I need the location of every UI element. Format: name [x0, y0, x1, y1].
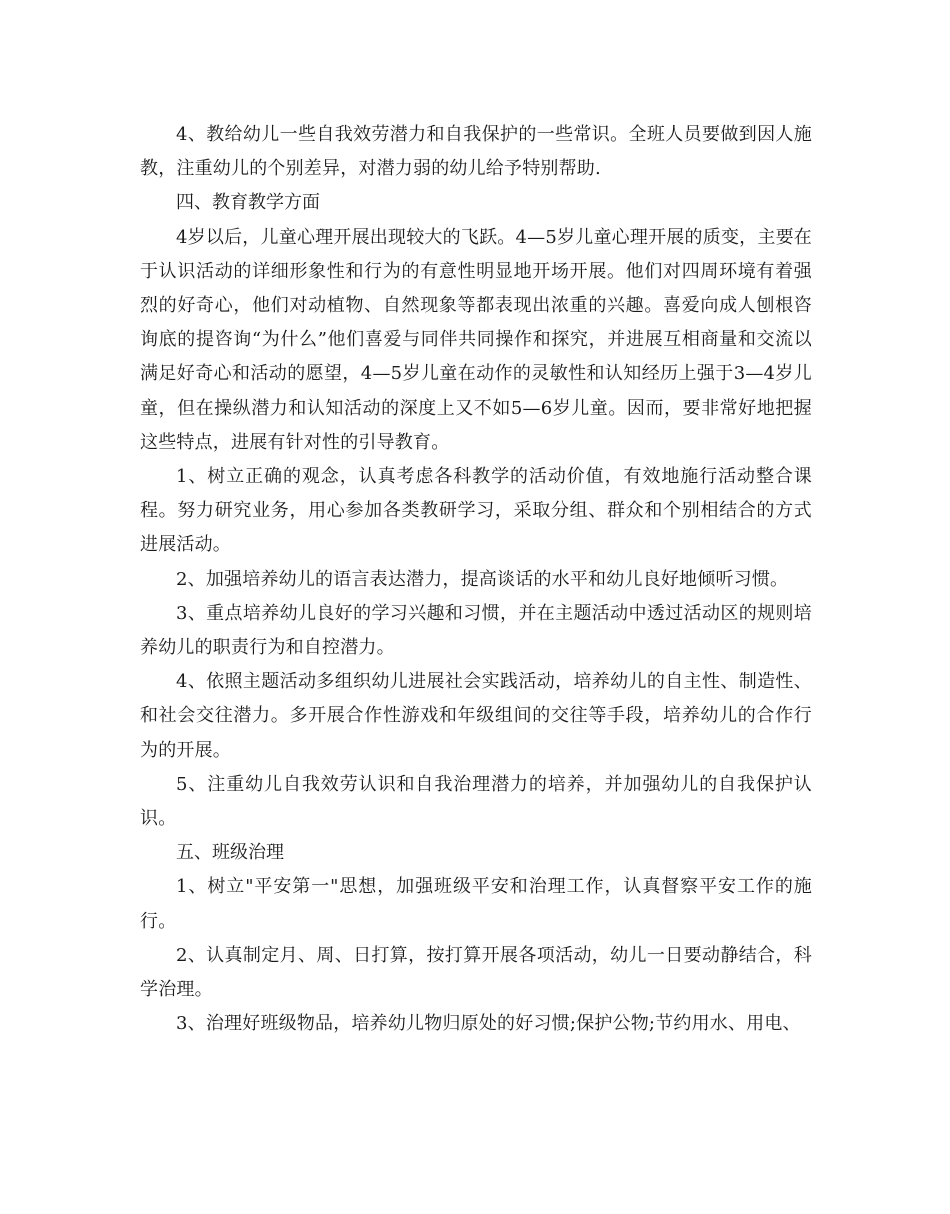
- paragraph-child-psychology: 4岁以后，儿童心理开展出现较大的飞跃。4—5岁儿童心理开展的质变，主要在于认识活动的详细形象性和行为的有意性明显地开场开展。他们对四周环境有着强烈的好奇心，他们对动植物、自然现象等都表现出浓重的兴趣。喜爱向成人刨根咨询底的提咨询“为什么”他们喜爱与同伴共同操作和探究，并进展互相商量和交流以满足好奇心和活动的愿望，4—5岁儿童在动作的灵敏性和认知经历上强于3—4岁儿童，但在操纵潜力和认知活动的深度上又不如5—6岁儿童。因而，要非常好地把握这些特点，进展有针对性的引导教育。: [140, 226, 812, 453]
- paragraph-item-2-plans: 2、认真制定月、周、日打算，按打算开展各项活动，幼儿一日要动静结合，科学治理。: [140, 944, 812, 1001]
- paragraph-item-1-correct-concept: 1、树立正确的观念，认真考虑各科教学的活动价值，有效地施行活动整合课程。努力研究业务，用心参加各类教研学习，采取分组、群众和个别相结合的方式进展活动。: [140, 466, 812, 556]
- paragraph-item-5-self-management: 5、注重幼儿自我效劳认识和自我治理潜力的培养，并加强幼儿的自我保护认识。: [140, 773, 812, 830]
- paragraph-item-4-social-practice: 4、依照主题活动多组织幼儿进展社会实践活动，培养幼儿的自主性、制造性、和社会交往潜力。多开展合作性游戏和年级组间的交往等手段，培养幼儿的合作行为的开展。: [140, 671, 812, 761]
- paragraph-item-1-safety-first: 1、树立"平安第一"思想，加强班级平安和治理工作，认真督察平安工作的施行。: [140, 876, 812, 932]
- paragraph-item-3-class-items: 3、治理好班级物品，培养幼儿物归原处的好习惯;保护公物;节约用水、用电、: [176, 1013, 801, 1035]
- section-heading-education-teaching: 四、教育教学方面: [176, 192, 320, 214]
- paragraph-self-care-knowledge: 4、教给幼儿一些自我效劳潜力和自我保护的一些常识。全班人员要做到因人施教，注重幼儿的个别差异，对潜力弱的幼儿给予特别帮助.: [140, 124, 812, 180]
- document-body: [140, 118, 812, 1041]
- paragraph-item-2-language-expression: 2、加强培养幼儿的语言表达潜力，提高谈话的水平和幼儿良好地倾听习惯。: [176, 568, 789, 590]
- paragraph-item-3-learning-interest: 3、重点培养幼儿良好的学习兴趣和习惯，并在主题活动中透过活动区的规则培养幼儿的职责行为和自控潜力。: [140, 602, 812, 659]
- section-heading-class-management: 五、班级治理: [176, 842, 284, 864]
